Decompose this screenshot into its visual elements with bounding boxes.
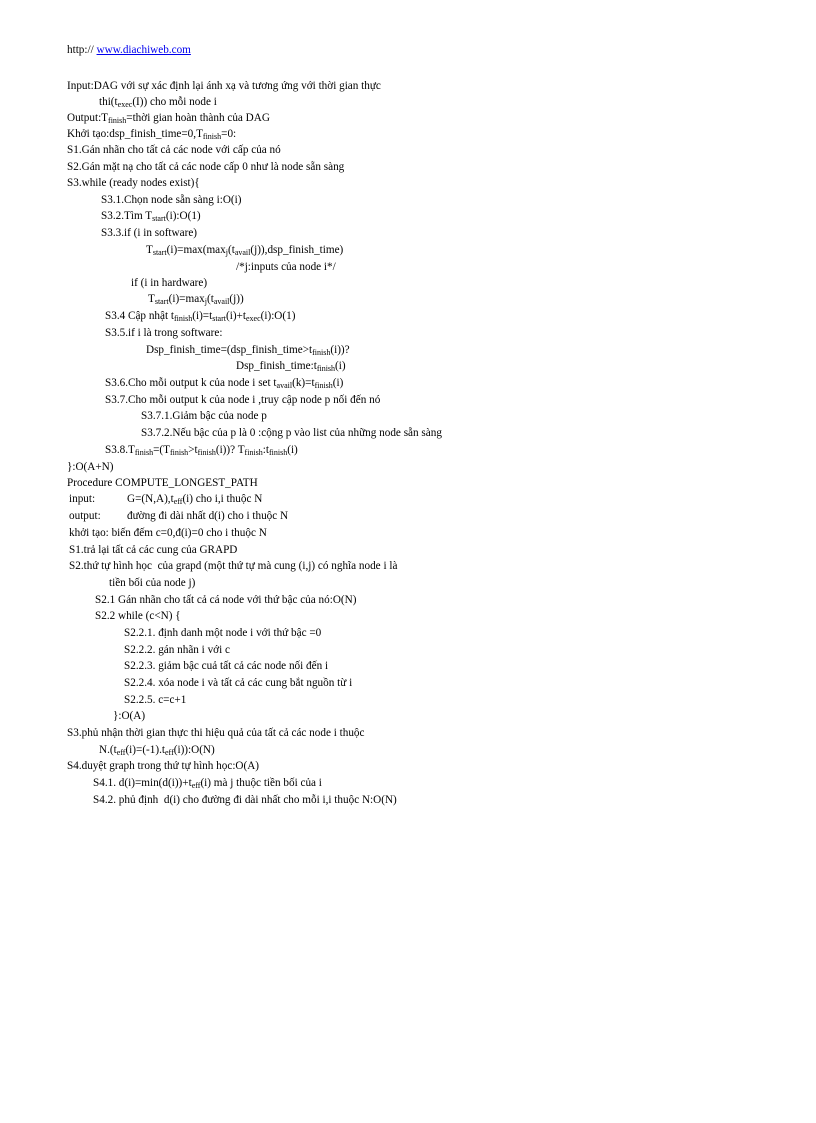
line-text: tiền bối của node j)	[109, 577, 196, 589]
line-text: if (i in hardware)	[131, 277, 208, 289]
text-line	[127, 492, 262, 506]
text-line	[95, 609, 181, 623]
subscript-text: finish	[268, 448, 288, 457]
line-text: (i)=max(max	[166, 244, 226, 256]
line-text: (i)=(-1).t	[125, 744, 165, 756]
text-line	[146, 343, 350, 357]
line-text: S2.2.2. gán nhãn i với c	[124, 644, 230, 656]
subscript-text: avail	[276, 381, 293, 390]
line-text: :t	[262, 444, 269, 456]
line-text: S1.Gán nhãn cho tất cả các node với cấp của nó	[67, 144, 281, 156]
line-text: (i)	[287, 444, 298, 456]
text-line	[124, 676, 352, 690]
text-line	[105, 443, 298, 457]
header-url-prefix: http://	[67, 44, 97, 56]
line-text: S4.1. d(i)=min(d(i))+t	[93, 777, 192, 789]
text-line	[69, 559, 397, 573]
header-url	[67, 43, 191, 57]
subscript-text: j	[225, 248, 228, 257]
line-text: (I)) cho mỗi node i	[132, 96, 217, 108]
text-line	[93, 776, 322, 790]
subscript-text: start	[154, 297, 169, 306]
line-text: S3.8.T	[105, 444, 135, 456]
subscript-text: avail	[213, 297, 230, 306]
subscript-text: finish	[169, 448, 189, 457]
subscript-text: exec	[117, 100, 133, 109]
line-text: (t	[227, 244, 235, 256]
text-line	[99, 743, 215, 757]
subscript-text: eff	[116, 748, 126, 757]
subscript-text: start	[212, 314, 226, 323]
text-line	[131, 276, 207, 290]
line-text: (i)=t	[192, 310, 213, 322]
text-line	[67, 79, 381, 93]
line-text: output:	[69, 510, 101, 522]
text-line	[146, 243, 343, 257]
subscript-text: finish	[244, 448, 263, 457]
text-line	[124, 643, 230, 657]
line-text: N.(t	[99, 744, 117, 756]
line-text: Output:T	[67, 112, 109, 124]
header-url-link[interactable]: www.diachiweb.com	[96, 44, 191, 56]
line-text: /*j:inputs của node i*/	[236, 261, 336, 273]
subscript-text: finish	[134, 448, 154, 457]
line-text: =thời gian hoàn thành của DAG	[126, 112, 270, 124]
text-line	[67, 111, 270, 125]
line-text: S3.while (ready nodes exist){	[67, 177, 200, 189]
subscript-text: eff	[173, 497, 183, 506]
text-line	[67, 460, 113, 474]
line-text: đường đi dài nhất d(i) cho i thuộc N	[127, 510, 289, 522]
text-line	[101, 209, 201, 223]
line-text: S2.thứ tự hình học của grapd (một thứ tự mà cung (i,j) có nghĩa node i là	[69, 560, 398, 572]
line-text: S2.2.5. c=c+1	[124, 694, 187, 706]
line-text: S2.2 while (c<N) {	[95, 610, 181, 622]
text-line	[99, 95, 217, 109]
line-text: (i) mà j thuộc tiền bối của i	[200, 777, 322, 789]
line-text: G=(N,A),t	[127, 493, 174, 505]
line-text: (i):O(1)	[260, 310, 296, 322]
text-line	[105, 309, 295, 323]
line-text: >t	[188, 444, 198, 456]
text-line	[69, 509, 101, 523]
line-text: =(T	[153, 444, 170, 456]
subscript-text: exec	[245, 314, 261, 323]
line-text: T	[146, 244, 153, 256]
line-text: (i))?	[330, 344, 350, 356]
line-text: S2.1 Gán nhãn cho tất cả cá node với thứ bậc của nó:O(N)	[95, 594, 357, 606]
line-text: Procedure COMPUTE_LONGEST_PATH	[67, 477, 258, 489]
line-text: (i)	[335, 360, 346, 372]
text-line	[141, 409, 267, 423]
line-text: S3.1.Chọn node sẵn sàng i:O(i)	[101, 194, 242, 206]
text-line	[67, 160, 344, 174]
line-text: S3.2.Tìm T	[101, 210, 153, 222]
line-text: S3.5.if i là trong software:	[105, 327, 223, 339]
subscript-text: start	[152, 248, 167, 257]
text-line	[124, 659, 328, 673]
subscript-text: finish	[316, 364, 336, 373]
subscript-text: start	[152, 214, 166, 223]
subscript-text: eff	[165, 748, 174, 757]
line-text: Dsp_finish_time=(dsp_finish_time>t	[146, 344, 313, 356]
text-line	[69, 492, 95, 506]
subscript-text: finish	[174, 314, 193, 323]
subscript-text: finish	[314, 381, 333, 390]
subscript-text: finish	[197, 448, 216, 457]
text-line	[67, 127, 236, 141]
line-text: S2.Gán mặt nạ cho tất cả các node cấp 0 như là node sẵn sàng	[67, 161, 345, 173]
line-text: S2.2.3. giảm bậc cuả tất cả các node nối đến i	[124, 660, 329, 672]
subscript-text: eff	[191, 781, 201, 790]
text-line	[101, 226, 197, 240]
line-text: Dsp_finish_time:t	[236, 360, 317, 372]
line-text: Khởi tạo:dsp_finish_time=0,T	[67, 128, 203, 140]
line-text: }:O(A)	[113, 710, 146, 722]
text-line	[67, 143, 281, 157]
line-text: (i))? T	[215, 444, 245, 456]
text-line	[109, 576, 195, 590]
text-line	[67, 759, 259, 773]
line-text: S3.6.Cho mỗi output k của node i set t	[105, 377, 277, 389]
text-line	[141, 426, 442, 440]
text-line	[236, 359, 346, 373]
line-text: S1.trả lại tất cả các cung của GRAPD	[69, 544, 238, 556]
line-text: (i) cho i,i thuộc N	[182, 493, 263, 505]
subscript-text: j	[204, 297, 207, 306]
text-line	[127, 509, 288, 523]
text-line	[113, 709, 145, 723]
text-line	[105, 326, 222, 340]
line-text: S3.phủ nhận thời gian thực thi hiệu quả của tất cả các node i thuộc	[67, 727, 365, 739]
line-text: =0:	[221, 128, 237, 140]
text-line	[67, 726, 365, 740]
line-text: S4.duyệt graph trong thứ tự hình học:O(A)	[67, 760, 260, 772]
line-text: (t	[207, 293, 214, 305]
line-text: (k)=t	[292, 377, 315, 389]
line-text: S3.7.Cho mỗi output k của node i ,truy cập node p nối đến nó	[105, 394, 381, 406]
line-text: (i)+t	[226, 310, 246, 322]
line-text: S3.7.1.Giảm bậc của node p	[141, 410, 267, 422]
text-line	[148, 292, 244, 306]
text-line	[67, 476, 258, 490]
text-line	[69, 543, 237, 557]
line-text: Input:DAG với sự xác định lại ánh xạ và tương ứng với thời gian thực	[67, 80, 381, 92]
text-line	[93, 793, 397, 807]
line-text: S3.3.if (i in software)	[101, 227, 198, 239]
subscript-text: finish	[108, 116, 127, 125]
line-text: S2.2.1. định danh một node i với thứ bậc =0	[124, 627, 322, 639]
line-text: (i)=max	[168, 293, 205, 305]
text-line	[67, 176, 200, 190]
line-text: (i)):O(N)	[173, 744, 215, 756]
line-text: input:	[69, 493, 96, 505]
line-text: khởi tạo: biến đếm c=0,đ(i)=0 cho i thuộc N	[69, 527, 267, 539]
line-text: (j))	[229, 293, 244, 305]
text-line	[69, 526, 267, 540]
line-text: S3.4 Cập nhật t	[105, 310, 174, 322]
line-text: S4.2. phủ định d(i) cho đường đi dài nhất cho mỗi i,i thuộc N:O(N)	[93, 794, 397, 806]
text-line	[105, 393, 380, 407]
line-text: (j)),dsp_finish_time)	[250, 244, 344, 256]
text-line	[95, 593, 356, 607]
text-line	[101, 193, 241, 207]
line-text: S3.7.2.Nếu bậc của p là 0 :cộng p vào list của những node sẵn sàng	[141, 427, 442, 439]
text-line	[105, 376, 343, 390]
line-text: T	[148, 293, 155, 305]
subscript-text: avail	[234, 248, 251, 257]
line-text: (i):O(1)	[165, 210, 201, 222]
subscript-text: finish	[202, 132, 222, 141]
line-text: (i)	[332, 377, 344, 389]
line-text: }:O(A+N)	[67, 461, 114, 473]
subscript-text: finish	[312, 348, 331, 357]
text-line	[236, 260, 336, 274]
line-text: thi(t	[99, 96, 118, 108]
text-line	[124, 626, 321, 640]
text-line	[124, 693, 186, 707]
line-text: S2.2.4. xóa node i và tất cả các cung bắt nguồn từ i	[124, 677, 353, 689]
